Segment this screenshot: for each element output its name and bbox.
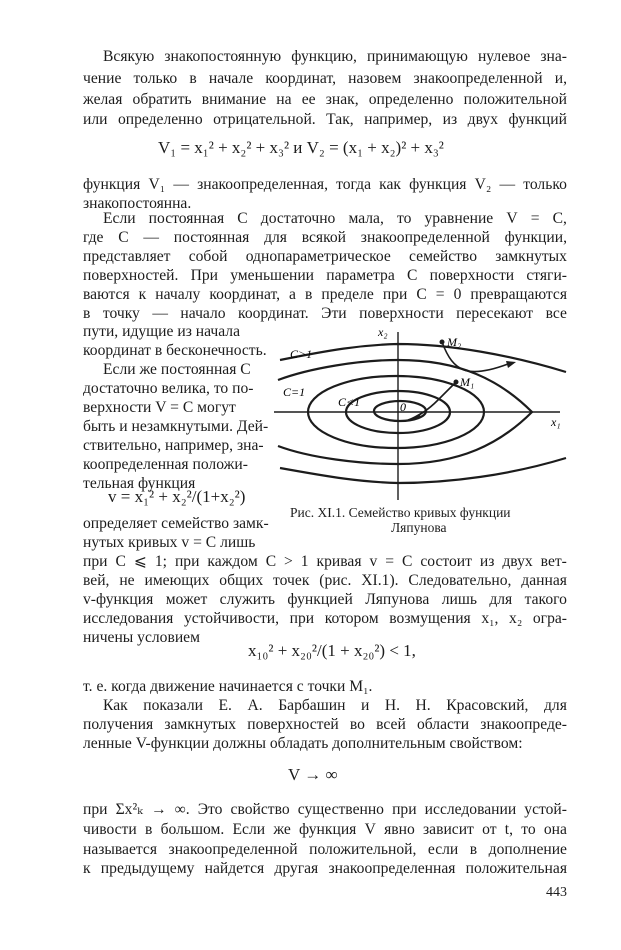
left-line9: тельная функция bbox=[83, 475, 196, 492]
para4-line1: при C ⩽ 1; при каждом C > 1 кривая v = C состоит из двух вет- bbox=[83, 553, 567, 570]
para6-line3: ленные V-функции должны обладать дополнительным свойством: bbox=[83, 735, 523, 752]
left-line7: ствительно, например, зна- bbox=[83, 437, 264, 454]
formula-initial-condition: x₁₀² + x₂₀²/(1 + x₂₀²) < 1, bbox=[248, 641, 416, 660]
para1-line4: или определенно отрицательной. Так, например, из двух функций bbox=[83, 111, 567, 128]
para3-line3: представляет собой однопараметрическое семейство замкнутых bbox=[83, 248, 567, 265]
left-line6: быть и незамкнутыми. Дей- bbox=[83, 418, 269, 435]
label-c-lt-1: C<1 bbox=[338, 395, 361, 409]
para4-line3: v-функция может служить функцией Ляпунова лишь для такого bbox=[83, 591, 567, 608]
formula-v-function: v = x₁² + x₂²/(1+x₂²) bbox=[108, 487, 246, 506]
point-m2 bbox=[440, 340, 445, 345]
para3-line4: поверхностей. При уменьшении параметра C поверхности стяги- bbox=[83, 267, 567, 284]
label-x1: x₁ bbox=[551, 415, 561, 429]
para3-line2: где C — постоянная для всякой знакоопределенной функции, bbox=[83, 229, 567, 246]
left-line3: Если же постоянная C bbox=[103, 361, 251, 378]
para1-line1: Всякую знакопостоянную функцию, принимающую нулевое зна- bbox=[103, 48, 567, 65]
figure-caption-line2: Ляпунова bbox=[391, 520, 447, 535]
label-m2: M₂ bbox=[447, 335, 462, 349]
figure-caption-line1: Рис. XI.1. Семейство кривых функции bbox=[290, 505, 511, 520]
label-m1: M₁ bbox=[460, 375, 475, 389]
left-after-line2: нутых кривых v = C лишь bbox=[83, 534, 256, 551]
point-m1 bbox=[454, 380, 459, 385]
left-line8: коопределенная положи- bbox=[83, 456, 248, 473]
para4-line5: ничены условием bbox=[83, 629, 200, 646]
para2-line1: функция V₁ — знакоопределенная, тогда как функция V₂ — только bbox=[83, 176, 567, 193]
para7-line3: называется знакоопределенной положительной, если в дополнение bbox=[83, 841, 567, 858]
formula-v-infinity: V → ∞ bbox=[288, 765, 338, 784]
para1-line3: желая обратить внимание на ее знак, определенно положительной bbox=[83, 91, 567, 108]
para1-line2: чение только в начале координат, назовем знакоопределенной и, bbox=[83, 70, 567, 87]
para7-line4: к предыдущему найдется другая знакоопределенная положительная bbox=[83, 860, 567, 877]
left-line4: достаточно велика, то по- bbox=[83, 380, 254, 397]
para7-line1: при Σx²ₖ → ∞. Это свойство существенно при исследовании устой- bbox=[83, 801, 567, 818]
left-line5: верхности V = C могут bbox=[83, 399, 236, 416]
para3-line6: в точку — начало координат. Эти поверхности пересекают все bbox=[83, 305, 567, 322]
para3-line1: Если постоянная C достаточно мала, то уравнение V = C, bbox=[103, 210, 567, 227]
para2-line2: знакопостоянна. bbox=[83, 195, 192, 212]
page-number: 443 bbox=[546, 885, 567, 900]
label-x2: x₂ bbox=[378, 325, 388, 339]
para4-line4: исследования устойчивости, при котором возмущения x₁, x₂ огра- bbox=[83, 610, 567, 627]
arrow-head-m2 bbox=[506, 361, 516, 368]
label-origin: 0 bbox=[400, 400, 406, 414]
para7-line2: чивости в большом. Если же функция V явно зависит от t, то она bbox=[83, 821, 567, 838]
left-after-line1: определяет семейство замк- bbox=[83, 515, 269, 532]
formula-v1-v2: V₁ = x₁² + x₂² + x₃² и V₂ = (x₁ + x₂)² + x₃² bbox=[158, 138, 444, 157]
left-line2: координат в бесконечность. bbox=[83, 342, 267, 359]
para4-line2: вей, не имеющих общих точек (рис. XI.1). Следовательно, данная bbox=[83, 572, 567, 589]
para6-line1: Как показали Е. А. Барбашин и Н. Н. Красовский, для bbox=[103, 697, 567, 714]
para5: т. е. когда движение начинается с точки M₁. bbox=[83, 678, 373, 695]
label-c-eq-1: C=1 bbox=[283, 385, 306, 399]
para3-line5: ваются к началу координат, а в пределе при C = 0 превращаются bbox=[83, 286, 567, 303]
left-line1: пути, идущие из начала bbox=[83, 323, 240, 340]
label-c-gt-1: C>1 bbox=[290, 347, 313, 361]
para6-line2: получения замкнутых поверхностей во всей области знакоопреде- bbox=[83, 716, 567, 733]
